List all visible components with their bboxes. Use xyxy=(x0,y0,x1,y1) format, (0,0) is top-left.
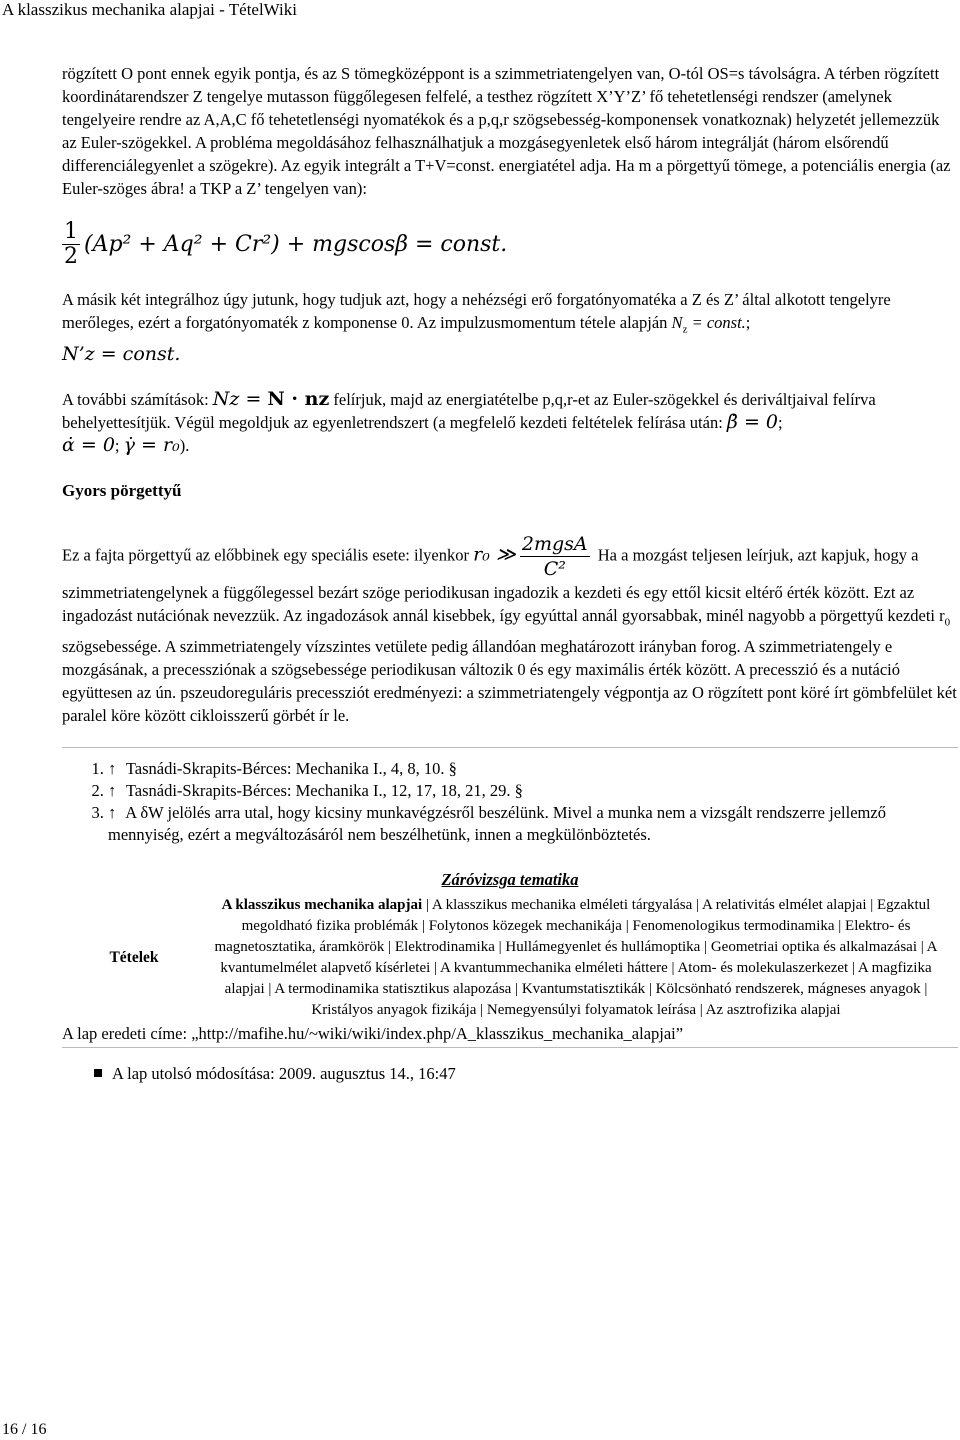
reference-item xyxy=(108,758,958,780)
section-mark: § xyxy=(448,758,457,778)
paragraph-text: ; xyxy=(114,436,124,456)
inequality-fraction xyxy=(520,532,590,581)
bullet-icon xyxy=(94,1069,102,1077)
paragraph-text: ; xyxy=(778,413,783,433)
energy-formula xyxy=(62,214,958,274)
paragraph-text: A másik két integrálhoz úgy jutunk, hogy tudjuk azt, hogy a nehézségi erő forgatónyomatéka a Z és Z’ által alkotott tengelyre merőleges, ezért a forgatónyomaték z komponense 0. Az impulzusmomentum tétele alapján xyxy=(62,290,891,332)
beta-dot-formula: β̇ = 0 xyxy=(726,411,778,434)
alpha-dot-formula: α̇ = 0 xyxy=(62,434,115,457)
paragraph-text: A további számítások: xyxy=(62,390,213,410)
reference-text: Tasnádi-Skrapits-Bérces: Mechanika I., 4, 8, 10. xyxy=(125,758,445,778)
reference-item xyxy=(108,802,958,846)
paragraph-heavy-top xyxy=(62,62,958,200)
nz-subscript: z xyxy=(682,323,688,336)
page-header-title: A klasszikus mechanika alapjai - TételWiki xyxy=(2,0,297,19)
section-heading: Gyors pörgettyű xyxy=(62,481,182,501)
page-number: 16 / 16 xyxy=(2,1421,47,1438)
nz-formula-vector: N · nz xyxy=(267,388,330,411)
back-arrow-link[interactable]: ↑ xyxy=(108,758,117,778)
nz-formula-lhs: Nz = xyxy=(212,388,268,411)
paragraph-text: ). xyxy=(179,436,190,456)
paragraph-text: szögsebessége. A szimmetriatengely vízszintes vetülete pedig állandóan meghatározott irányban forog. A szimmetriatengely e mozgásának, a precessziónak a szögsebessége periodikusan változik 0 és egy maximális érték között. A precesszió és a nutáció együttesen az ún. pszeudoreguláris precessziót eredményezi: a szimmetriatengely végpontja az O rögzített pont köré írt gömbfelület két paralel köre között cikloisszerű görbét ír le. xyxy=(62,636,957,725)
last-modified-text: A lap utolsó módosítása: 2009. augusztus 14., 16:47 xyxy=(112,1063,456,1083)
article-content xyxy=(62,62,958,1085)
exam-table xyxy=(62,895,958,1021)
fraction-numerator: 2mgsA xyxy=(521,533,588,556)
current-topic: A klasszikus mechanika alapjai xyxy=(221,896,423,913)
exam-topics: A klasszikus mechanika alapjai | A klasszikus mechanika elméleti tárgyalása | A relativitás elmélet alapjai | Egzaktul megoldható fizika problémák | Folytonos közegek mechanikája | Fenomenologikus termodinamika | Elektro- és magnetosztatika, áramkörök | Elektrodinamika | Hullámegyenlet és hullámoptika | Geometriai optika és alkalmazásai | A kvantumelmélet alapvető kísérletei | A kvantummechanika elméleti háttere | Atom- és molekulaszerkezet | A magfizika alapjai | A termodinamika statisztikus alapozása | Kvantumstatisztikák | Kölcsönható rendszerek, mágneses anyagok | Kristályos anyagok fizikája | Nemegyensúlyi folyamatok leírása | Az asztrofizika alapjai xyxy=(214,896,938,1018)
paragraph-fast-top xyxy=(62,532,958,726)
reference-text: A δW jelölés arra utal, hogy kicsiny munkavégzésről beszélünk. Mivel a munka nem a vizsgált rendszerre jellemző mennyiség, ezért a megváltozásáról nem beszélhetünk, innen a megkülönböztetés. xyxy=(108,802,886,844)
paragraph-impulse xyxy=(62,288,958,341)
r0-subscript: 0 xyxy=(944,616,951,629)
exam-label: Tételek xyxy=(109,949,159,967)
nz-formula: N’z = const. xyxy=(62,343,181,366)
exam-title: Záróvizsga tematika xyxy=(441,869,579,889)
paragraph-text: rögzített O pont ennek egyik pontja, és az S tömegközéppont is a szimmetriatengelyen van, O-tól OS=s távolságra. A térben rögzített koordinátarendszer Z tengelye mutasson függőlegesen felfelé, a testhez rögzített X’Y’Z’ fő tehetetlenségi rendszer (amelynek tengelyeire rendre az A,A,C fő tehetetlenségi nyomatékok és a p,q,r szögsebesség-komponensek vonatkoznak) helyzetét jellemezzük az Euler-szögekkel. A probléma megoldásához felhasználhatjuk a mozgásegyenletek első három integrálját (három elsőrendű differenciálegyenlet a szögekre). Az egyik integrált a T+V=const. energiatétel adja. Ha m a pörgettyű tömege, a potenciális energia (az Euler-szöges ábra! a TKP a Z’ tengelyen van): xyxy=(62,64,951,198)
paragraph-text: Ha a mozgást teljesen leírjuk, azt kapjuk, hogy a szimmetriatengelynek a függőlegessel bezárt szöge periodikusan ingadozik a kezdeti és egy ettől kicsit eltérő érték között. Ezt az ingadozást nutációnak nevezzük. Az ingadozások annál kisebbek, így egyúttal annál gyorsabbak, minél nagyobb a pörgettyű kezdeti r xyxy=(62,545,945,626)
back-arrow-link[interactable]: ↑ xyxy=(108,780,117,800)
nz-const: = const. xyxy=(687,313,746,332)
formula-expression: (Ap² + Aq² + Cr²) + mgscosβ = const. xyxy=(84,231,508,257)
fraction-denominator: 2 xyxy=(64,243,78,269)
back-arrow-link[interactable]: ↑ xyxy=(108,802,117,822)
nz-symbol: N xyxy=(671,313,683,332)
section-mark: § xyxy=(514,780,523,800)
topic-links[interactable]: A klasszikus mechanika elméleti tárgyalása | A relativitás elmélet alapjai | Egzaktul megoldható fizika problémák | Folytonos közegek mechanikája | Fenomenologikus termodinamika | Elektro- és magnetosztatika, áramkörök | Elektrodinamika | Hullámegyenlet és hullámoptika | Geometriai optika és alkalmazásai | A kvantumelmélet alapvető kísérletei | A kvantummechanika elméleti háttere | Atom- és molekulaszerkezet | A magfizika alapjai | A termodinamika statisztikus alapozása | Kvantumstatisztikák | Kölcsönható rendszerek, mágneses anyagok | Kristályos anyagok fizikája | Nemegyensúlyi folyamatok leírása | Az asztrofizika alapjai xyxy=(214,896,938,1018)
paragraph-text: Ez a fajta pörgettyű az előbbinek egy speciális esete: ilyenkor xyxy=(62,545,474,565)
paragraph-text: felírjuk, majd az energiatételbe p,q,r-et az Euler-szögekkel és deriváltjaival felírva behelyettesítjük. Végül megoldjuk az egyenletrendszert (a megfelelő kezdeti feltételek felírása után: xyxy=(62,390,876,433)
fraction-denominator: C² xyxy=(543,558,566,581)
fraction-numerator: 1 xyxy=(64,218,78,244)
gamma-dot-formula: γ̇ = r₀ xyxy=(123,434,180,457)
last-modified-item xyxy=(62,1062,958,1085)
inequality-lhs: r₀ ≫ xyxy=(473,543,516,566)
references-list xyxy=(62,758,958,846)
formula-fraction xyxy=(62,220,80,269)
reference-text: Tasnádi-Skrapits-Bérces: Mechanika I., 12, 17, 18, 21, 29. xyxy=(125,780,511,800)
page-header xyxy=(0,0,960,20)
paragraph-text: ; xyxy=(745,313,751,332)
original-title: A lap eredeti címe: „http://mafihe.hu/~wiki/wiki/index.php/A_klasszikus_mechanika_alapjai” xyxy=(62,1023,958,1048)
reference-item xyxy=(108,780,958,802)
paragraph-calculations xyxy=(62,388,958,457)
references-divider xyxy=(62,747,958,748)
